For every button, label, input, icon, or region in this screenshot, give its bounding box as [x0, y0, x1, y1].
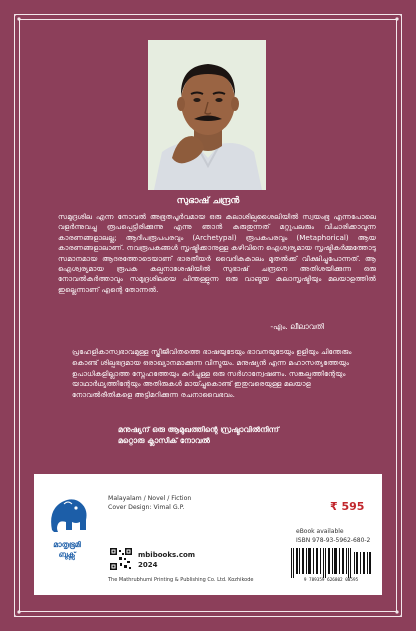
publication-year: 2024 — [138, 561, 158, 569]
barcode — [289, 548, 373, 586]
author-name: സുഭാഷ് ചന്ദ്രൻ — [176, 196, 240, 206]
corner-ornament-icon — [392, 14, 402, 24]
publisher-logo — [42, 490, 92, 582]
publisher-logo-text — [42, 540, 92, 560]
review-quote: സമുദ്രശില എന്ന നോവൽ അഭൂതപൂർവമായ ഒരു കലാശില്പശൈലിയിൽ സ്വയംഭൂ എന്നപോലെ വളർന്നുവച്ചു രൂപപ്പെട്ടിരിക്കുന്നു എന്നു ഞാൻ കരുതുന്നത് മറ്റുപലരും വിചാരിക്കാവുന്ന കാരണങ്ങളാലല്ല; ആദിപരൂപപരവും (Archetypal) രൂപകപരവും (Metaphorical) ആയ കാരണങ്ങളാലാണ്. നവരൂപകങ്ങൾ സൃഷ്ടിക്കാനുള്ള കഴിവിനെ ഐശ്വര്യമായ സൃഷ്ടികർമ്മത്തോടു സമാനമായ ആദരത്തോടെയാണ് ഭാരതീയർ വൈദികകാലം മുതൽക്ക് വീക്ഷിച്ചുപോന്നത്. ആ ഐശ്വര്യമായ രൂപക കല്പനാശേഷിയിൽ സുഭാഷ് ചന്ദ്രനെ അതിശയിക്കുന്ന ഒരു നോവൽകർത്താവും സമുദ്രശിലയെ പിന്തള്ളുന്ന ഒരു വാങ്മയ കലാസൃഷ്ടിയും മലയാളത്തിൽ ഇല്ലെന്നാണ് എന്റെ തോന്നൽ. — [58, 212, 376, 294]
isbn-label: ISBN 978-93-5962-680-2 — [296, 537, 371, 544]
tagline-line-1: മനുഷ്യന് ഒരു ആമുഖത്തിന്റെ സ്രഷ്ടാവിൽനിന്ന് — [118, 425, 279, 434]
barcode-icon — [289, 548, 373, 578]
ebook-label: eBook available — [296, 528, 344, 535]
qr-code-icon — [110, 548, 132, 570]
tagline — [118, 424, 279, 446]
corner-ornament-icon — [14, 14, 24, 24]
barcode-number: 9 789359 626802 00595 — [303, 578, 359, 583]
logo-line-1: മാതൃഭൂമി — [53, 540, 81, 549]
website-link[interactable]: mbibooks.com — [138, 551, 196, 559]
category-label: Malayalam / Novel / Fiction — [108, 495, 192, 502]
tagline-line-2: മറ്റൊരു ക്ലാസിക് നോവൽ — [118, 436, 211, 445]
logo-line-2: ബുക്സ് — [58, 550, 76, 559]
cover-design-label: Cover Design: Vimal G.P. — [108, 504, 185, 511]
author-photo — [148, 40, 266, 190]
price-label: ₹ 595 — [330, 500, 365, 513]
elephant-icon — [42, 490, 92, 538]
corner-ornament-icon — [392, 607, 402, 617]
corner-ornament-icon — [14, 607, 24, 617]
publisher-name: The Mathrubhumi Printing & Publishing Co. Ltd. Kozhikode — [108, 577, 254, 583]
review-attribution: -എം. ലീലാവതി — [270, 322, 324, 331]
book-description: പ്രഹേളികാസ്വഭാവമുള്ള സ്ത്രീജീവിതത്തെ ഭാഷയുടേയും ഭാവനയുടേയും ഉളിയും ചിന്തേരും കൊണ്ട് ശില്പഭദ്രമായ ഒരാഖ്യാനമാക്കുന്ന വിസ്മയം. മനുഷ്യൻ എന്ന മഹാസത്യത്തേയും ഉപാധികളില്ലാത്ത സ്നേഹത്തേയും കുറിച്ചുള്ള ഒരു സർഗാന്വേഷണം. സങ്കല്പത്തിന്റേയും യാഥാർഥ്യത്തിന്റേയും അതിരുകൾ മായ്ച്ചുകൊണ്ട് ഇതുവരെയുള്ള മലയാള നോവൽരീതികളെ അട്ടിമറിക്കുന്ന രചനാവൈഭവം. — [72, 347, 352, 400]
publisher-panel — [34, 474, 382, 595]
author-portrait-icon — [148, 40, 266, 190]
